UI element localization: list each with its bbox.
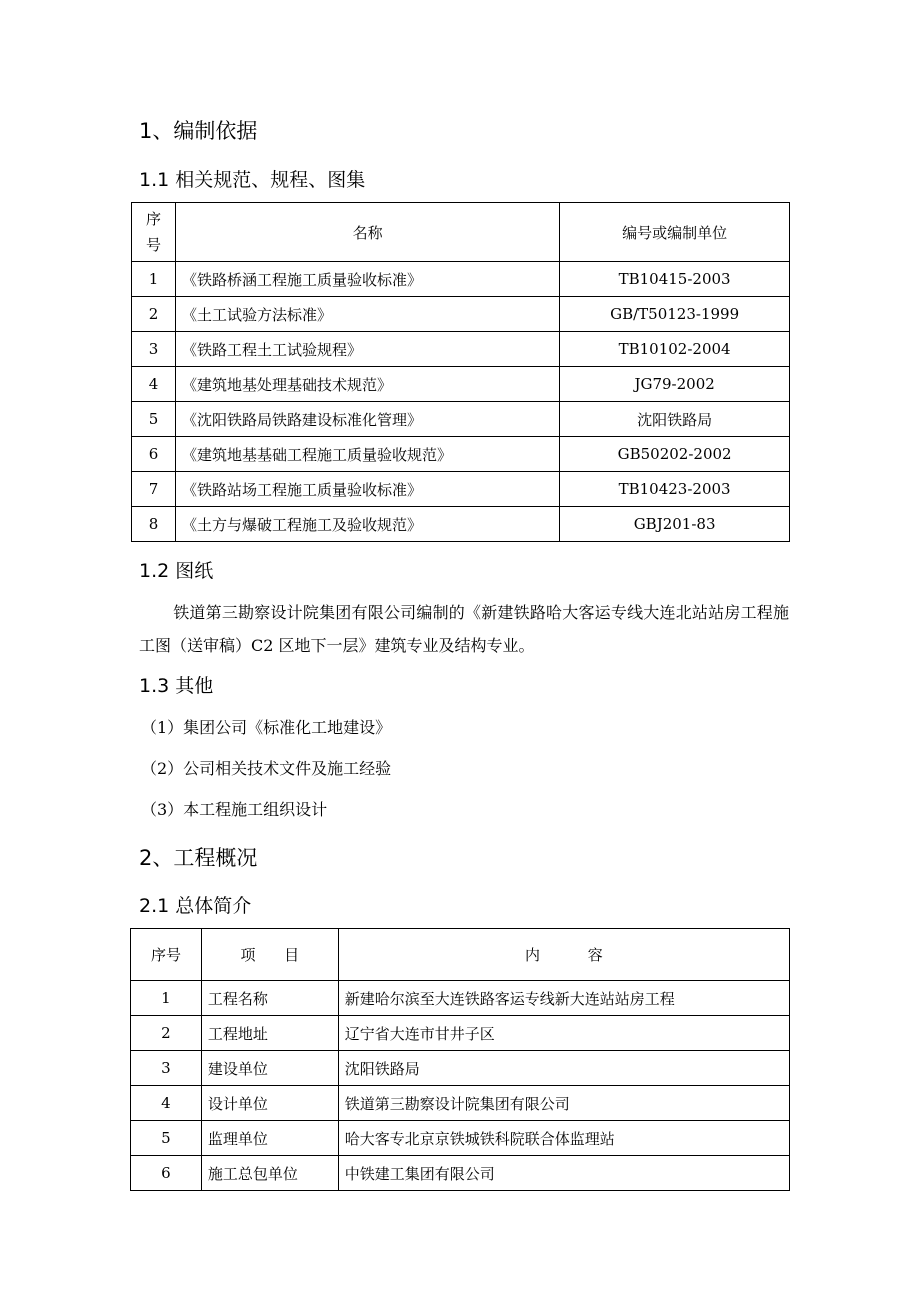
- standards-table: [131, 202, 790, 542]
- row-code: TB10423-2003: [560, 472, 790, 507]
- name-header: 名称: [175, 203, 559, 262]
- table-row: [131, 981, 790, 1016]
- row-content: 沈阳铁路局: [338, 1051, 789, 1086]
- table-row: [132, 402, 790, 437]
- row-item: 建设单位: [201, 1051, 338, 1086]
- row-code: JG79-2002: [560, 367, 790, 402]
- code-header: 编号或编制单位: [560, 203, 790, 262]
- row-name: 《铁路站场工程施工质量验收标准》: [175, 472, 559, 507]
- row-seq: 3: [132, 332, 176, 367]
- row-name: 《铁路桥涵工程施工质量验收标准》: [175, 262, 559, 297]
- row-name: 《建筑地基处理基础技术规范》: [175, 367, 559, 402]
- row-seq: 1: [132, 262, 176, 297]
- table-row: [132, 367, 790, 402]
- table-row: [131, 1086, 790, 1121]
- table-row: [132, 262, 790, 297]
- section-1-3-heading: 1.3 其他: [139, 675, 214, 697]
- row-seq: 6: [131, 1156, 202, 1191]
- other-item-3: （3）本工程施工组织设计: [141, 800, 328, 819]
- row-name: 《土工试验方法标准》: [175, 297, 559, 332]
- row-item: 工程地址: [201, 1016, 338, 1051]
- row-seq: 8: [132, 507, 176, 542]
- row-code: TB10102-2004: [560, 332, 790, 367]
- row-name: 《土方与爆破工程施工及验收规范》: [175, 507, 559, 542]
- row-seq: 1: [131, 981, 202, 1016]
- seq-header: [132, 203, 176, 262]
- row-seq: 4: [132, 367, 176, 402]
- section-2-heading: 2、工程概况: [139, 846, 258, 870]
- row-code: 沈阳铁路局: [560, 402, 790, 437]
- row-name: 《沈阳铁路局铁路建设标准化管理》: [175, 402, 559, 437]
- table-row: [132, 472, 790, 507]
- row-code: GBJ201-83: [560, 507, 790, 542]
- standards-table-header: [132, 203, 790, 262]
- row-seq: 6: [132, 437, 176, 472]
- section-1-2-heading: 1.2 图纸: [139, 560, 214, 582]
- row-item: 监理单位: [201, 1121, 338, 1156]
- row-content: 辽宁省大连市甘井子区: [338, 1016, 789, 1051]
- row-seq: 5: [132, 402, 176, 437]
- row-seq: 5: [131, 1121, 202, 1156]
- row-content: 哈大客专北京京铁城铁科院联合体监理站: [338, 1121, 789, 1156]
- row-item: 工程名称: [201, 981, 338, 1016]
- row-seq: 2: [132, 297, 176, 332]
- row-seq: 4: [131, 1086, 202, 1121]
- row-seq: 2: [131, 1016, 202, 1051]
- seq-header: 序号: [131, 929, 202, 981]
- table-row: [131, 1121, 790, 1156]
- table-row: [132, 297, 790, 332]
- section-1-1-heading: 1.1 相关规范、规程、图集: [139, 169, 366, 191]
- row-code: TB10415-2003: [560, 262, 790, 297]
- row-seq: 7: [132, 472, 176, 507]
- table-row: [132, 332, 790, 367]
- row-content: 中铁建工集团有限公司: [338, 1156, 789, 1191]
- item-header: 项 目: [201, 929, 338, 981]
- table-row: [131, 1156, 790, 1191]
- row-seq: 3: [131, 1051, 202, 1086]
- section-1-heading: 1、编制依据: [139, 119, 258, 143]
- row-name: 《建筑地基基础工程施工质量验收规范》: [175, 437, 559, 472]
- seq-header-line1: 序: [145, 210, 161, 228]
- table-row: [131, 1051, 790, 1086]
- other-item-2: （2）公司相关技术文件及施工经验: [141, 759, 392, 778]
- table-row: [132, 507, 790, 542]
- overview-table: [130, 928, 790, 1191]
- row-content: 新建哈尔滨至大连铁路客运专线新大连站站房工程: [338, 981, 789, 1016]
- row-code: GB/T50123-1999: [560, 297, 790, 332]
- drawings-paragraph: [139, 596, 789, 662]
- seq-header-line2: 号: [145, 236, 161, 254]
- overview-table-header: [131, 929, 790, 981]
- row-name: 《铁路工程土工试验规程》: [175, 332, 559, 367]
- table-row: [132, 437, 790, 472]
- other-item-1: （1）集团公司《标准化工地建设》: [141, 718, 392, 737]
- row-content: 铁道第三勘察设计院集团有限公司: [338, 1086, 789, 1121]
- section-2-1-heading: 2.1 总体简介: [139, 895, 252, 917]
- content-header: 内 容: [338, 929, 789, 981]
- row-item: 设计单位: [201, 1086, 338, 1121]
- row-code: GB50202-2002: [560, 437, 790, 472]
- row-item: 施工总包单位: [201, 1156, 338, 1191]
- drawings-paragraph-text: 铁道第三勘察设计院集团有限公司编制的《新建铁路哈大客运专线大连北站站房工程施工图（送审稿）C2 区地下一层》建筑专业及结构专业。: [139, 603, 789, 655]
- table-row: [131, 1016, 790, 1051]
